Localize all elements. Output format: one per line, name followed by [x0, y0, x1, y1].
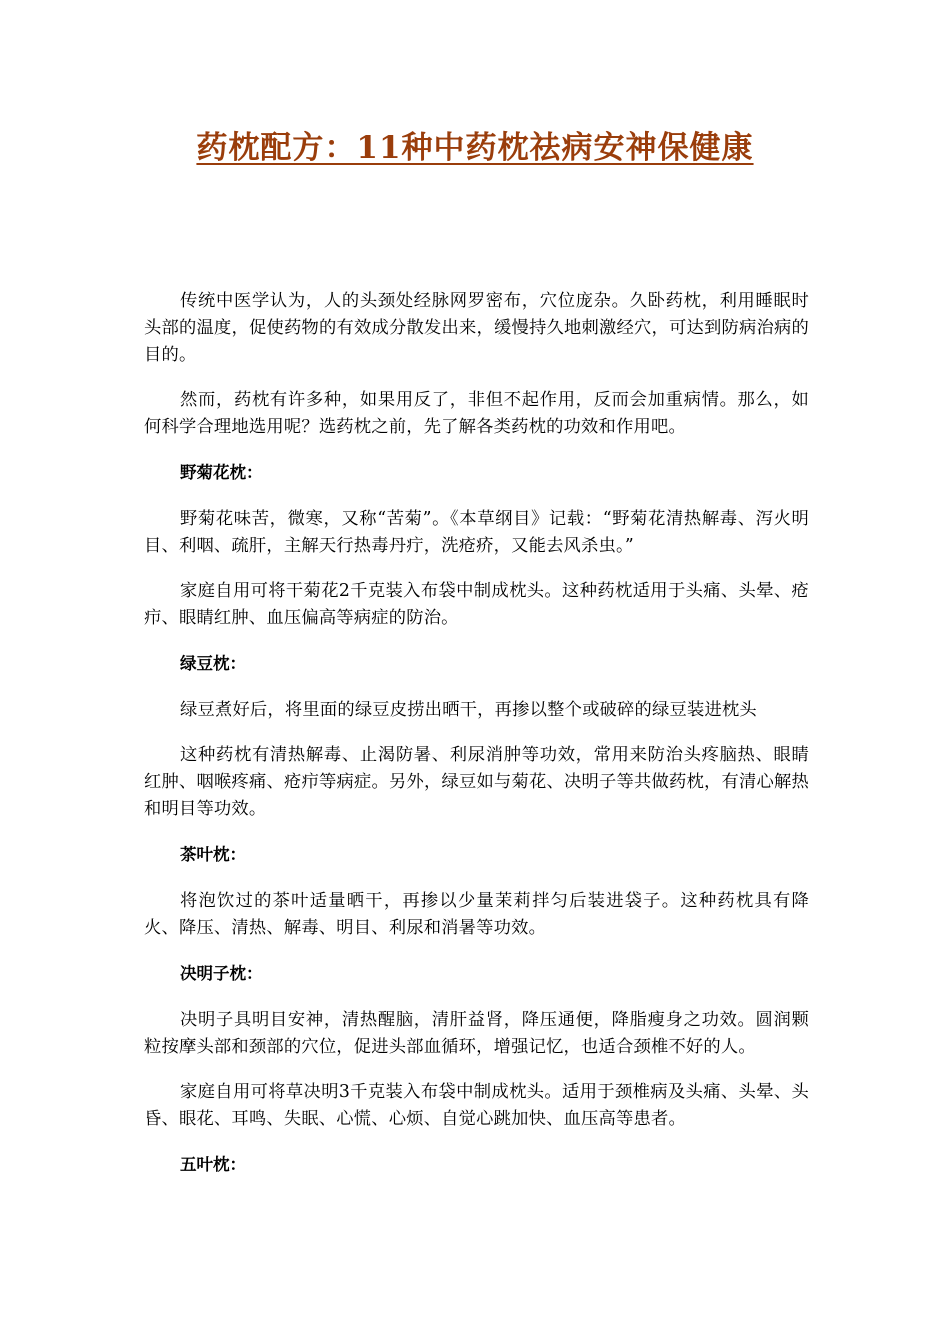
paragraph: 绿豆煮好后，将里面的绿豆皮捞出晒干，再掺以整个或破碎的绿豆装进枕头	[180, 700, 757, 720]
section-heading: 五叶枕：	[180, 1155, 246, 1174]
document-title-text: 药枕配方：11种中药枕祛病安神保健康	[196, 130, 754, 166]
section-heading: 野菊花枕：	[180, 463, 263, 482]
section-heading: 绿豆枕：	[180, 654, 246, 673]
paragraph: 决明子具明目安神，清热醒脑，清肝益肾，降压通便，降脂瘦身之功效。圆润颗粒按摩头部和颈部的穴位，促进头部血循环，增强记忆，也适合颈椎不好的人。	[144, 1010, 809, 1057]
paragraph: 家庭自用可将草决明3千克装入布袋中制成枕头。适用于颈椎病及头痛、头晕、头昏、眼花、耳鸣、失眠、心慌、心烦、自觉心跳加快、血压高等患者。	[144, 1082, 809, 1129]
paragraph: 这种药枕有清热解毒、止渴防暑、利尿消肿等功效，常用来防治头疼脑热、眼睛红肿、咽喉疼痛、疮疖等病症。另外，绿豆如与菊花、决明子等共做药枕，有清心解热和明目等功效。	[144, 745, 809, 819]
section-heading: 茶叶枕：	[180, 845, 246, 864]
paragraph: 传统中医学认为，人的头颈处经脉网罗密布，穴位庞杂。久卧药枕，利用睡眠时头部的温度，促使药物的有效成分散发出来，缓慢持久地刺激经穴，可达到防病治病的目的。	[144, 291, 809, 365]
document-body	[144, 288, 809, 1198]
paragraph: 将泡饮过的茶叶适量晒干，再掺以少量茉莉拌匀后装进袋子。这种药枕具有降火、降压、清热、解毒、明目、利尿和消暑等功效。	[144, 891, 809, 938]
paragraph: 家庭自用可将干菊花2千克装入布袋中制成枕头。这种药枕适用于头痛、头晕、疮疖、眼睛红肿、血压偏高等病症的防治。	[144, 581, 809, 628]
document-title	[0, 126, 950, 170]
paragraph: 野菊花味苦，微寒，又称“苦菊”。《本草纲目》记载：“野菊花清热解毒、泻火明目、利咽、疏肝，主解天行热毒丹疔，洗疮疥，又能去风杀虫。”	[144, 509, 809, 556]
section-heading: 决明子枕：	[180, 964, 263, 983]
paragraph: 然而，药枕有许多种，如果用反了，非但不起作用，反而会加重病情。那么，如何科学合理地选用呢？选药枕之前，先了解各类药枕的功效和作用吧。	[144, 390, 809, 437]
